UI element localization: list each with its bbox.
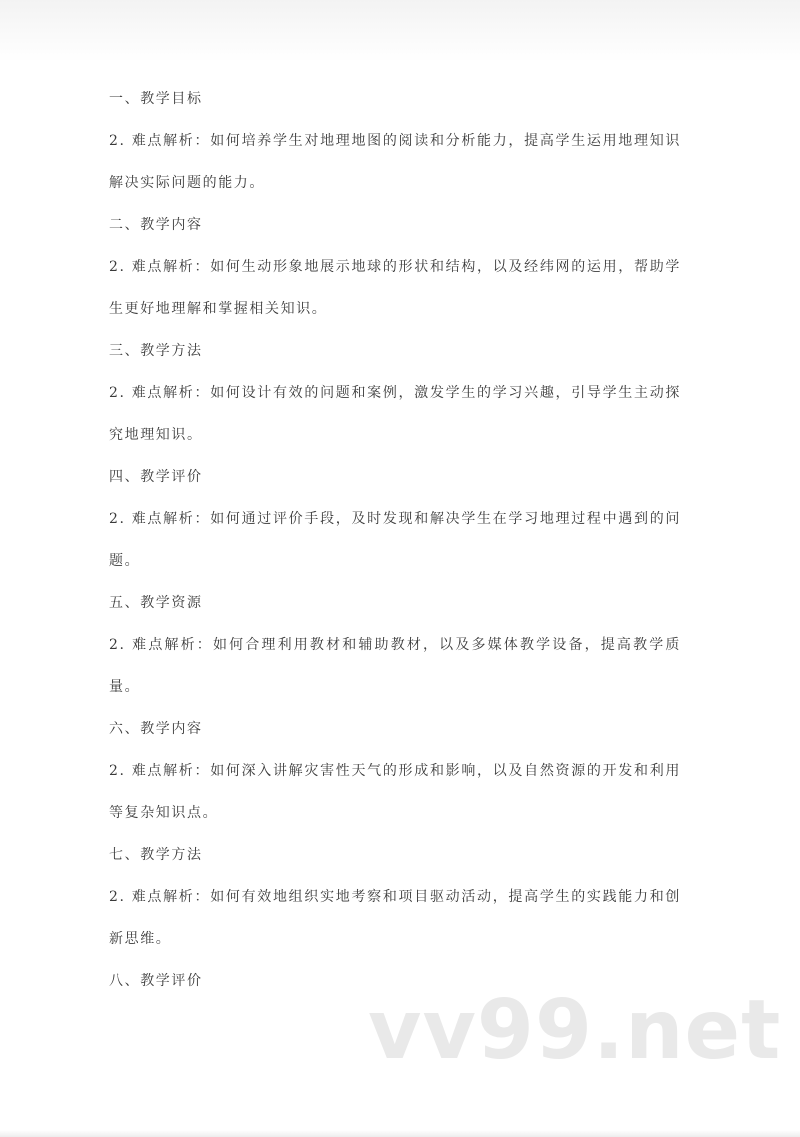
section-heading: 三、教学方法 bbox=[109, 343, 203, 359]
section-heading: 四、教学评价 bbox=[109, 469, 203, 485]
section-heading: 七、教学方法 bbox=[109, 847, 203, 863]
section-heading: 五、教学资源 bbox=[109, 595, 203, 611]
section-heading: 二、教学内容 bbox=[109, 217, 203, 233]
section-heading: 八、教学评价 bbox=[109, 973, 203, 989]
section-5 bbox=[109, 590, 681, 708]
section-paragraph: 2. 难点解析：如何有效地组织实地考察和项目驱动活动，提高学生的实践能力和创新思维。 bbox=[109, 889, 681, 947]
section-1 bbox=[109, 86, 681, 204]
section-paragraph: 2. 难点解析：如何培养学生对地理地图的阅读和分析能力，提高学生运用地理知识解决实际问题的能力。 bbox=[109, 133, 681, 191]
section-3 bbox=[109, 338, 681, 456]
section-heading: 一、教学目标 bbox=[109, 91, 203, 107]
section-paragraph: 2. 难点解析：如何深入讲解灾害性天气的形成和影响，以及自然资源的开发和利用等复杂知识点。 bbox=[109, 763, 681, 821]
section-paragraph: 2. 难点解析：如何设计有效的问题和案例，激发学生的学习兴趣，引导学生主动探究地理知识。 bbox=[109, 385, 681, 443]
section-paragraph: 2. 难点解析：如何合理利用教材和辅助教材，以及多媒体教学设备，提高教学质量。 bbox=[109, 637, 681, 695]
section-7 bbox=[109, 842, 681, 960]
page-bottom-edge bbox=[0, 1130, 800, 1137]
section-heading: 六、教学内容 bbox=[109, 721, 203, 737]
section-6 bbox=[109, 716, 681, 834]
section-2 bbox=[109, 212, 681, 330]
watermark-text: vv99.net bbox=[368, 983, 782, 1078]
section-4 bbox=[109, 464, 681, 582]
section-paragraph: 2. 难点解析：如何通过评价手段，及时发现和解决学生在学习地理过程中遇到的问题。 bbox=[109, 511, 681, 569]
section-paragraph: 2. 难点解析：如何生动形象地展示地球的形状和结构，以及经纬网的运用，帮助学生更好地理解和掌握相关知识。 bbox=[109, 259, 681, 317]
document-content bbox=[109, 86, 681, 1010]
page-top-band bbox=[0, 0, 800, 62]
